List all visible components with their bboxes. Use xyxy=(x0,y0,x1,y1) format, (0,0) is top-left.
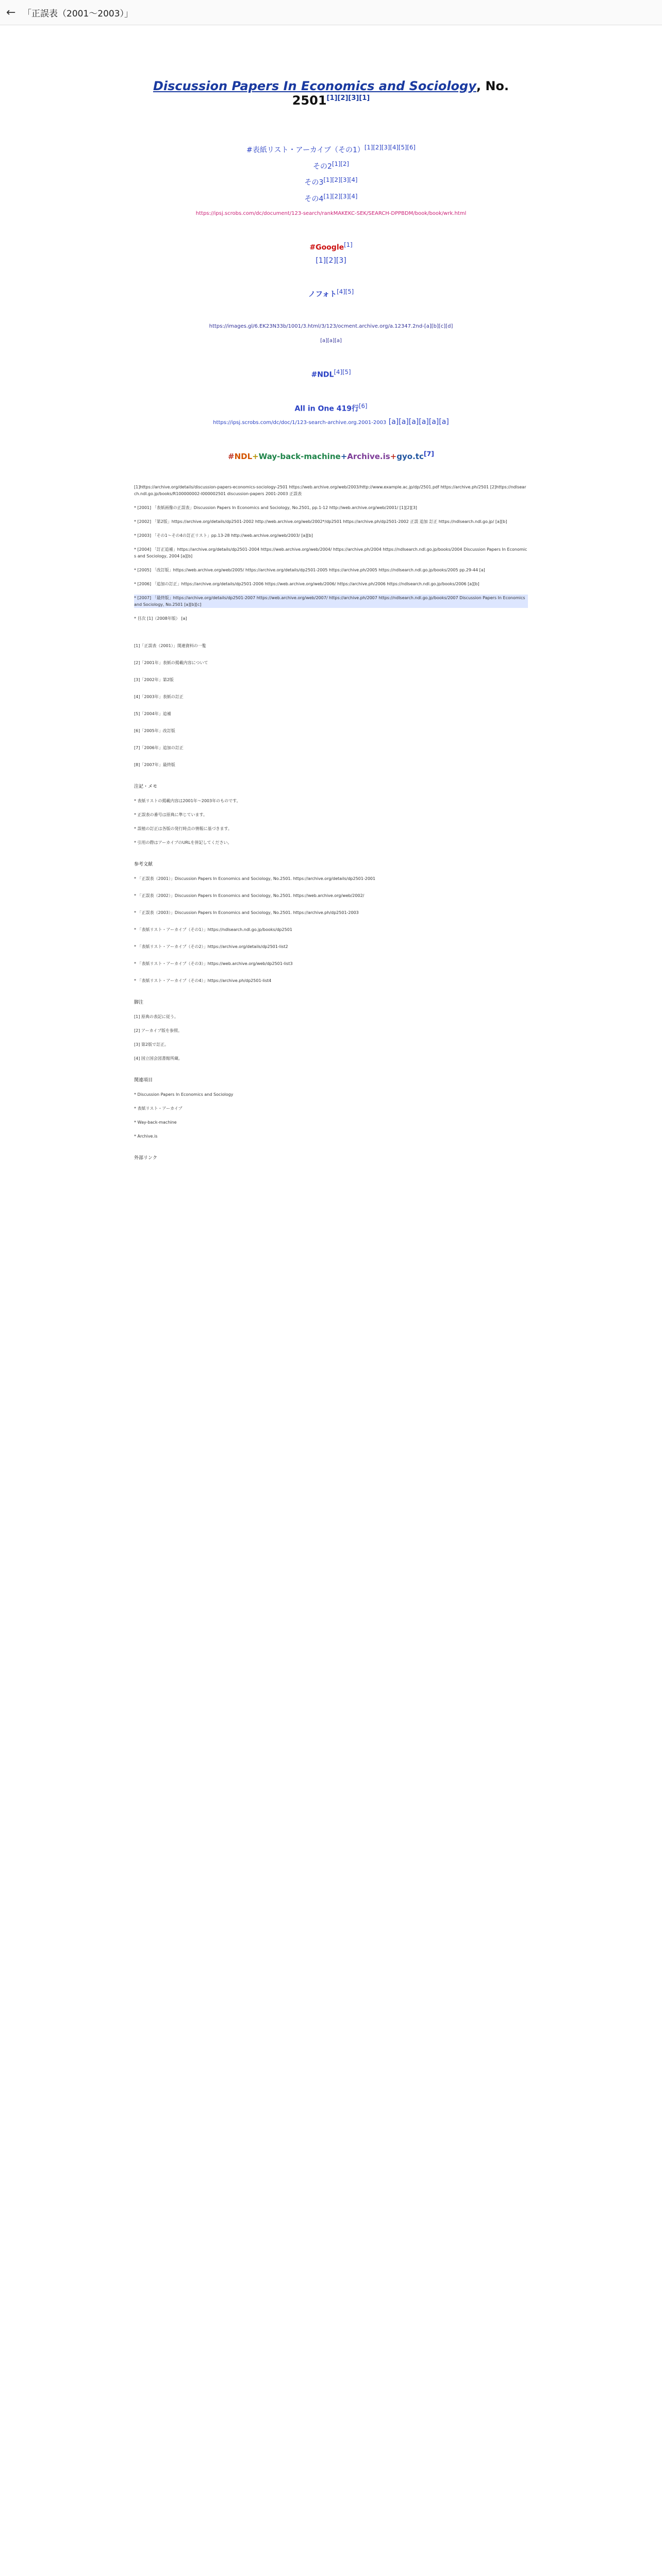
gold-url-link[interactable]: https://ipsj.scrobs.com/dc/doc/1/123-search-archive.org.2001-2003 xyxy=(213,420,387,426)
related-item[interactable]: * Discussion Papers In Economics and Sociology xyxy=(134,1092,234,1097)
reference-item: * 「表紙リスト・アーカイブ（その3）」https://web.archive.org/web/dp2501-list3 xyxy=(134,961,293,967)
list-item: [3]「2002年」第2版 xyxy=(134,677,174,683)
note-item: * 引用の際はアーカイブのURLを併記してください。 xyxy=(134,840,232,845)
paragraph: * [2003] 「その1〜その4の訂正リスト」pp.13-28 http://web.archive.org/web/2003/ [a][b] xyxy=(134,533,313,538)
rainbow-hash: # xyxy=(228,452,235,462)
google-link[interactable]: #Google xyxy=(309,243,344,252)
list-item: [8]「2007年」最終版 xyxy=(134,762,175,768)
other2-ref[interactable]: [1][2][3][4] xyxy=(323,176,358,184)
document-title xyxy=(134,79,528,108)
ndl-link[interactable]: #NDL xyxy=(311,370,334,379)
rainbow-ndl-link[interactable]: NDL xyxy=(234,452,253,462)
rainbow-gyotc-link[interactable]: gyo.tc xyxy=(396,452,424,462)
footnote-item: [4] 国立国会図書館所蔵。 xyxy=(134,1056,183,1061)
reference-item: * 「正誤表（2003）」Discussion Papers In Economics and Sociology, No.2501. https://archive.ph/dp2501-2003 xyxy=(134,910,359,916)
paragraph: * [2002] 「第2版」https://archive.org/details/dp2501-2002 http://web.archive.org/web/2002*/dp2501 https://archive.ph/dp2501-2002 正誤 追加 訂正 https://ndlsearch.ndl.go.jp/ [a][b] xyxy=(134,519,507,524)
list-archive-refs[interactable]: [1][2][3][4][5][6] xyxy=(364,144,416,151)
page-heading: 「正誤表（2001〜2003）」 xyxy=(23,8,134,19)
list-item: [2]「2001年」表紙の掲載内容について xyxy=(134,660,208,666)
note-item: * 表紙リストの掲載内容は2001年〜2003年のものです。 xyxy=(134,799,241,804)
section-heading-footnotes: 脚注 xyxy=(134,1000,144,1006)
other1-row xyxy=(134,157,528,174)
rainbow-archive-links xyxy=(134,447,528,463)
list-item: [7]「2006年」追加の訂正 xyxy=(134,745,184,751)
photo-link[interactable]: ノフォト xyxy=(308,290,337,299)
long-url-sub[interactable]: [a][a][a] xyxy=(320,337,342,344)
paragraph: [1]https://archive.org/details/discussion-papers-economics-sociology-2501 https://web.archive.org/web/2003/http://www.example.ac.jp/dp/2501.pdf https://archive.ph/2501 [2]https://ndlsearch.ndl.go.jp/books/R100000002-I000002501 discussion-papers 2001-2003 正誤表 xyxy=(134,485,526,497)
reference-item: * 「正誤表（2002）」Discussion Papers In Economics and Sociology, No.2501. https://web.archive.org/web/2002/ xyxy=(134,893,365,899)
rainbow-plus-2: + xyxy=(340,452,347,462)
section-heading-related: 関連項目 xyxy=(134,1078,153,1083)
long-url-link[interactable]: https://images.gl/6.EK23N33b/1001/3.html/3/123/ocment.archive.org/a.12347.2nd-[a][b][c][d] xyxy=(209,323,453,329)
footnote-item: [3] 第2版で訂正。 xyxy=(134,1042,169,1047)
body-text xyxy=(134,484,528,1162)
other3-ref[interactable]: [1][2][3][4] xyxy=(323,192,358,200)
pink-url-link[interactable]: https://ipsj.scrobs.com/dc/document/123-search/rankMAKEKC-SEK/SEARCH-DPPBDM/book/book/wrk.html xyxy=(195,210,467,216)
ndl-block xyxy=(134,365,528,382)
paragraph: * 目次 [1]（2008年版） [a] xyxy=(134,616,187,621)
item-list xyxy=(134,642,528,768)
other3-row xyxy=(134,190,528,206)
other2-row xyxy=(134,173,528,190)
photo-block xyxy=(134,285,528,301)
list-archive-link[interactable]: #表紙リスト・アーカイブ（その1） xyxy=(246,146,365,155)
google-ref[interactable]: [1] xyxy=(344,241,353,248)
other1-link[interactable]: その2 xyxy=(313,162,332,171)
reference-item: * 「表紙リスト・アーカイブ（その1）」https://ndlsearch.ndl.go.jp/books/dp2501 xyxy=(134,927,292,933)
list-item: [6]「2005年」改訂版 xyxy=(134,728,175,734)
reference-item: * 「正誤表（2001）」Discussion Papers In Economics and Sociology, No.2501. https://archive.org/details/dp2501-2001 xyxy=(134,876,376,882)
related-item[interactable]: * 表紙リスト・アーカイブ xyxy=(134,1106,183,1111)
related-item[interactable]: * Archive.is xyxy=(134,1134,158,1139)
footnote-item: [1] 原典の表記に従う。 xyxy=(134,1014,178,1020)
other2-link[interactable]: その3 xyxy=(304,178,324,187)
other1-ref[interactable]: [1][2] xyxy=(332,160,349,167)
google-sub-link[interactable]: [1][2][3] xyxy=(316,257,346,265)
other3-link[interactable]: その4 xyxy=(304,195,324,204)
title-refs[interactable]: [1][2][3][1] xyxy=(326,94,370,102)
rainbow-plus-3: + xyxy=(390,452,397,462)
rainbow-archiveis-link[interactable]: Archive.is xyxy=(347,452,390,462)
all-in-one-block xyxy=(134,399,528,430)
rainbow-plus-1: + xyxy=(252,452,259,462)
rainbow-ref[interactable]: [7] xyxy=(423,450,434,458)
list-link-row xyxy=(134,141,528,157)
footnote-item: [2] アーカイブ版を参照。 xyxy=(134,1028,182,1033)
note-item: * 正誤表の番号は原典に準じています。 xyxy=(134,812,207,818)
note-item: * 誤植の訂正は各版の発行時点の情報に基づきます。 xyxy=(134,826,232,832)
list-item: [4]「2003年」表紙の訂正 xyxy=(134,694,184,700)
rainbow-wayback-link[interactable]: Way-back-machine xyxy=(258,452,341,462)
title-link[interactable]: Discussion Papers In Economics and Sociology xyxy=(153,79,476,93)
section-heading-notes: 注記・メモ xyxy=(134,784,158,790)
list-item: [5]「2004年」追補 xyxy=(134,711,171,717)
highlighted-paragraph: * [2007] 「最終版」https://archive.org/details/dp2501-2007 https://web.archive.org/web/2007/ https://archive.ph/2007 https://ndlsearch.ndl.go.jp/books/2007 Discussion Papers In Economics and Sociology, No.2501 [a][b][c] xyxy=(134,595,528,608)
reference-item: * 「表紙リスト・アーカイブ（その2）」https://archive.org/details/dp2501-list2 xyxy=(134,944,288,950)
title-number: , No. 2501 xyxy=(292,79,509,108)
photo-ref[interactable]: [4][5] xyxy=(337,288,354,296)
list-item: [1]「正誤表（2001）」関連資料の一覧 xyxy=(134,643,206,649)
reference-item: * 「表紙リスト・アーカイブ（その4）」https://archive.ph/dp2501-list4 xyxy=(134,978,272,984)
paragraph: * [2001] 「表紙画像の正誤表」Discussion Papers In Economics and Sociology, No.2501, pp.1-12 http://web.archive.org/web/2001/ [1][2][3] xyxy=(134,505,417,511)
paragraph: * [2005] 「改訂版」https://web.archive.org/web/2005/ https://archive.org/details/dp2501-2005 https://archive.ph/2005 https://ndlsearch.ndl.go.jp/books/2005 pp.29-44 [a] xyxy=(134,568,485,573)
back-arrow-icon[interactable]: ← xyxy=(6,6,16,19)
document-page xyxy=(0,25,662,1162)
nav-links xyxy=(134,141,528,463)
ndl-ref[interactable]: [4][5] xyxy=(334,368,351,376)
long-url-block xyxy=(134,319,528,348)
section-heading-references: 参考文献 xyxy=(134,862,153,868)
google-block xyxy=(134,238,528,268)
gold-url-sub[interactable]: [a][a][a][a][a][a] xyxy=(388,418,449,427)
all-in-one-ref[interactable]: [6] xyxy=(358,402,368,410)
section-heading-external: 外部リンク xyxy=(134,1156,157,1161)
pink-url-row xyxy=(134,206,528,221)
all-in-one-link[interactable]: All in One 419行 xyxy=(294,404,359,413)
top-bar xyxy=(0,0,662,25)
paragraph: * [2004] 「訂正追補」https://archive.org/details/dp2501-2004 https://web.archive.org/web/2004/ https://archive.ph/2004 https://ndlsearch.ndl.go.jp/books/2004 Discussion Papers In Economics and Sociology, 2004 [a][b] xyxy=(134,547,527,559)
paragraph: * [2006] 「追加の訂正」https://archive.org/details/dp2501-2006 https://web.archive.org/web/2006/ https://archive.ph/2006 https://ndlsearch.ndl.go.jp/books/2006 [a][b] xyxy=(134,582,479,587)
related-item[interactable]: * Way-back-machine xyxy=(134,1120,177,1125)
references-list xyxy=(134,875,528,984)
